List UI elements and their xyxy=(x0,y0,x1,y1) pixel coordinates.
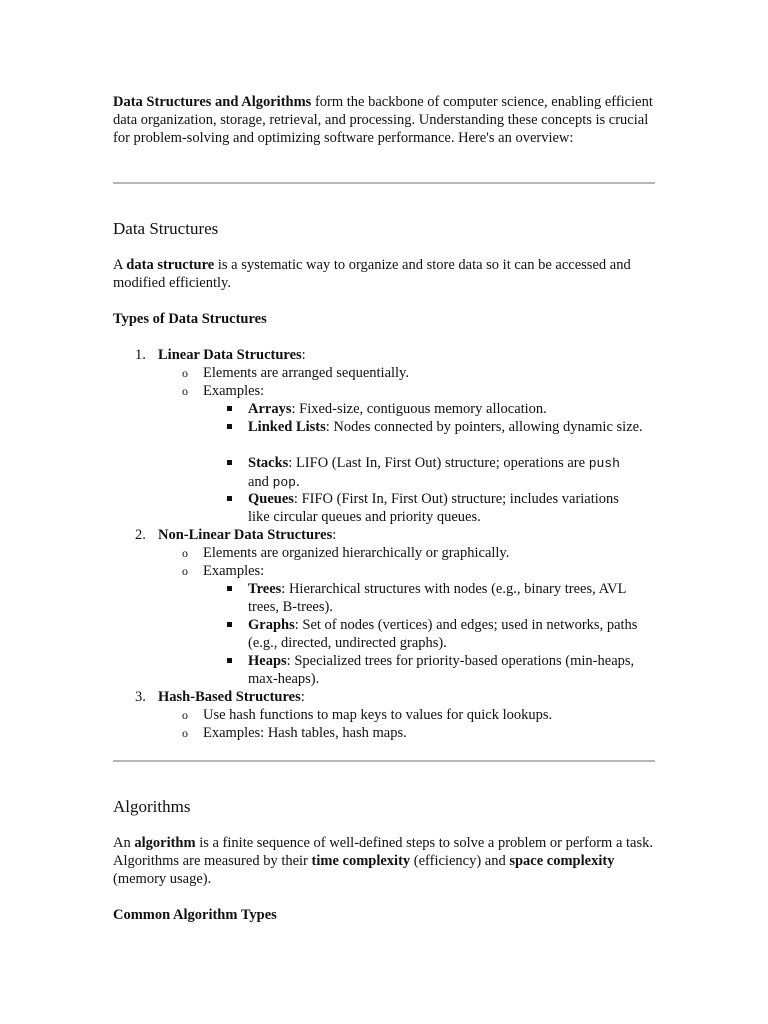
square-bullet-icon xyxy=(227,406,232,411)
example-item xyxy=(113,652,658,688)
intro-text: form the backbone of computer science, enabling efficient data organization, storage, retrieval, and processing. Understanding these concepts is crucial for problem-solving and optimizing software performance. Here's an overview: xyxy=(113,94,653,146)
list-item-title: Linear Data Structures: xyxy=(158,347,306,363)
example-text: Trees: Hierarchical structures with nodes (e.g., binary trees, AVL trees, B-trees). xyxy=(248,581,626,615)
sub-list-text: Elements are organized hierarchically or graphically. xyxy=(203,545,510,561)
data-structure-types-list xyxy=(113,346,658,742)
list-number: 3. xyxy=(135,689,146,705)
example-item xyxy=(113,490,658,526)
circle-bullet-icon: o xyxy=(182,366,188,380)
square-bullet-icon xyxy=(227,658,232,663)
section-heading-algorithms: Algorithms xyxy=(113,797,191,816)
list-item xyxy=(113,526,658,544)
sub-list-item xyxy=(113,724,658,742)
example-text: Graphs: Set of nodes (vertices) and edges; used in networks, paths (e.g., directed, undirected graphs). xyxy=(248,617,638,651)
square-bullet-icon xyxy=(227,460,232,465)
types-subheading: Types of Data Structures xyxy=(113,311,267,327)
sub-list-text: Examples: xyxy=(203,383,265,399)
circle-bullet-icon: o xyxy=(182,726,188,740)
sub-list-text: Examples: xyxy=(203,563,265,579)
section-heading-data-structures: Data Structures xyxy=(113,219,219,238)
example-item xyxy=(113,454,658,490)
intro-paragraph xyxy=(113,93,658,147)
sub-list-item xyxy=(113,706,658,724)
list-number: 1. xyxy=(135,347,146,363)
square-bullet-icon xyxy=(227,622,232,627)
definition-bold-term: data structure xyxy=(126,257,215,273)
example-item xyxy=(113,616,658,652)
square-bullet-icon xyxy=(227,424,232,429)
definition-text: is a systematic way to organize and store data so it can be accessed and modified efficiently. xyxy=(113,257,631,291)
algorithm-types-subheading: Common Algorithm Types xyxy=(113,907,277,923)
algorithm-definition: An algorithm is a finite sequence of well-defined steps to solve a problem or perform a task. Algorithms are measured by their time complexity (efficiency) and space complexity (memory usage). xyxy=(113,835,653,887)
list-number: 2. xyxy=(135,527,146,543)
example-text: Arrays: Fixed-size, contiguous memory allocation. xyxy=(248,401,547,417)
example-text: Stacks: LIFO (Last In, First Out) structure; operations are push and pop. xyxy=(248,455,620,490)
definition-prefix: A xyxy=(113,257,127,273)
list-item-title: Non-Linear Data Structures: xyxy=(158,527,337,543)
data-structure-definition xyxy=(113,256,658,292)
circle-bullet-icon: o xyxy=(182,708,188,722)
intro-bold-term: Data Structures and Algorithms xyxy=(113,94,312,110)
example-item xyxy=(113,580,658,616)
example-text: Linked Lists: Nodes connected by pointers, allowing dynamic size. xyxy=(248,419,643,435)
example-item xyxy=(113,418,658,454)
circle-bullet-icon: o xyxy=(182,384,188,398)
sub-list-text: Use hash functions to map keys to values for quick lookups. xyxy=(203,707,553,723)
sub-list-text: Examples: Hash tables, hash maps. xyxy=(203,725,407,741)
sub-list-item xyxy=(113,364,658,382)
square-bullet-icon xyxy=(227,586,232,591)
sub-list-text: Elements are arranged sequentially. xyxy=(203,365,409,381)
circle-bullet-icon: o xyxy=(182,546,188,560)
sub-list-item xyxy=(113,382,658,400)
list-item-title: Hash-Based Structures: xyxy=(158,689,305,705)
sub-list-item xyxy=(113,544,658,562)
example-text: Heaps: Specialized trees for priority-based operations (min-heaps, max-heaps). xyxy=(248,653,635,687)
list-item xyxy=(113,688,658,706)
circle-bullet-icon: o xyxy=(182,564,188,578)
example-item xyxy=(113,400,658,418)
sub-list-item xyxy=(113,562,658,580)
divider xyxy=(113,182,655,184)
divider xyxy=(113,760,655,762)
example-text: Queues: FIFO (First In, First Out) structure; includes variations like circular queues and priority queues. xyxy=(248,491,619,525)
square-bullet-icon xyxy=(227,496,232,501)
list-item xyxy=(113,346,658,364)
